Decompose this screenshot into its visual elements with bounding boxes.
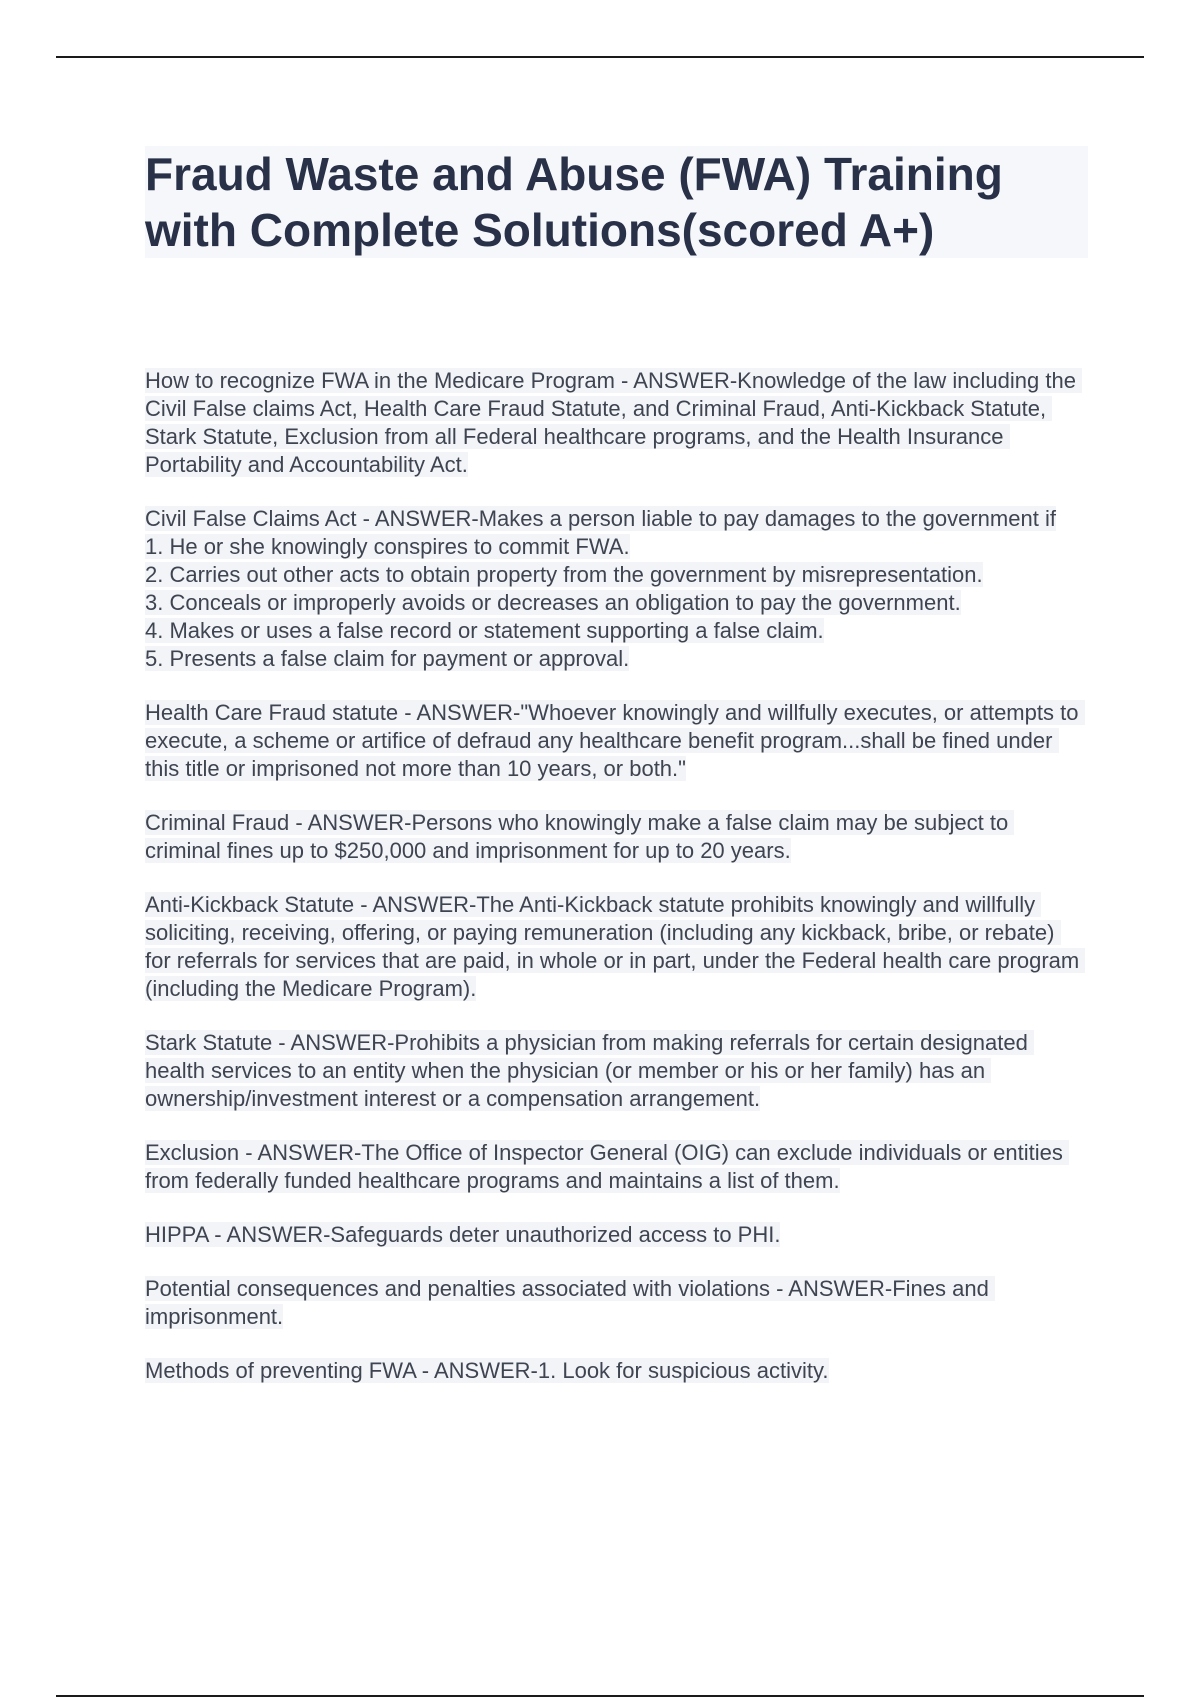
answer-text: Knowledge of the law including the Civil False claims Act, Health Care Fraud Statute, and Criminal Fraud, Anti-Kickback Statute, Stark Statute, Exclusion from all Federal healthcare programs, and the Health Insurance Portability and Accountability Act. [145, 368, 1083, 477]
answer-marker: - ANSWER- [415, 1358, 538, 1383]
qa-line [145, 810, 1014, 863]
question-text: Methods of preventing FWA [145, 1358, 416, 1383]
question-text: How to recognize FWA in the Medicare Program [145, 368, 615, 393]
document-body [145, 367, 1085, 1411]
title-box [145, 146, 1088, 258]
question-text: Exclusion [145, 1140, 240, 1165]
answer-marker: - ANSWER- [239, 1140, 362, 1165]
qa-entry [145, 809, 1085, 865]
list-item [145, 533, 1085, 561]
qa-line [145, 1276, 995, 1329]
answer-text: "Whoever knowingly and willfully executes, or attempts to execute, a scheme or artifice of defraud any healthcare benefit program...shall be fined under this title or imprisoned not more than 10 years, or both." [145, 700, 1085, 781]
qa-line [145, 892, 1085, 1001]
answer-marker: - ANSWER- [356, 506, 479, 531]
answer-text: The Anti-Kickback statute prohibits knowingly and willfully soliciting, receiving, offering, or paying remuneration (including any kickback, bribe, or rebate) for referrals for services that are paid, in whole or in part, under the Federal health care program (including the Medicare Program). [145, 892, 1086, 1001]
question-text: Potential consequences and penalties associated with violations [145, 1276, 770, 1301]
answer-marker: - ANSWER- [272, 1030, 395, 1055]
qa-entry [145, 1221, 1085, 1249]
answer-marker: - ANSWER- [208, 1222, 331, 1247]
question-text: HIPPA [145, 1222, 209, 1247]
qa-entry [145, 1275, 1085, 1331]
qa-entry [145, 891, 1085, 1003]
answer-marker: - ANSWER- [769, 1276, 893, 1301]
list-item [145, 645, 1085, 673]
answer-marker: - ANSWER- [398, 700, 521, 725]
top-rule [56, 56, 1144, 58]
qa-line [145, 1140, 1069, 1193]
qa-entry [145, 505, 1085, 673]
answer-text: The Office of Inspector General (OIG) can exclude individuals or entities from federally funded healthcare programs and maintains a list of them. [145, 1140, 1070, 1193]
document-title: Fraud Waste and Abuse (FWA) Training with Complete Solutions(scored A+) [145, 148, 1003, 256]
qa-entry [145, 367, 1085, 479]
answer-text: Persons who knowingly make a false claim may be subject to criminal fines up to $250,000 and imprisonment for up to 20 years. [145, 810, 1015, 863]
qa-entry [145, 699, 1085, 783]
answer-marker: - ANSWER- [354, 892, 477, 917]
answer-text: Makes a person liable to pay damages to the government if [478, 506, 1056, 531]
qa-line [145, 700, 1085, 781]
qa-line [145, 1030, 1034, 1111]
question-text: Health Care Fraud statute [145, 700, 399, 725]
list-item-text: 4. Makes or uses a false record or statement supporting a false claim. [145, 618, 824, 643]
qa-entry [145, 1029, 1085, 1113]
list-item-text: 3. Conceals or improperly avoids or decreases an obligation to pay the government. [145, 590, 961, 615]
list-item [145, 561, 1085, 589]
answer-marker: - ANSWER- [614, 368, 738, 393]
qa-entry [145, 1357, 1085, 1385]
list-item [145, 589, 1085, 617]
answer-text: Prohibits a physician from making referrals for certain designated health services to an entity when the physician (or member or his or her family) has an ownership/investment interest or a compensation arrangement. [145, 1030, 1034, 1111]
question-text: Anti-Kickback Statute [145, 892, 355, 917]
list-item-text: 1. He or she knowingly conspires to commit FWA. [145, 534, 630, 559]
question-text: Stark Statute [145, 1030, 273, 1055]
answer-text: Safeguards deter unauthorized access to PHI. [330, 1222, 781, 1247]
question-text: Criminal Fraud [145, 810, 290, 835]
list-item [145, 617, 1085, 645]
qa-line [145, 1222, 780, 1247]
answer-text: 1. Look for suspicious activity. [537, 1358, 829, 1383]
qa-line [145, 368, 1082, 477]
question-text: Civil False Claims Act [145, 506, 357, 531]
answer-text: Fines and imprisonment. [145, 1276, 995, 1329]
list-item-text: 5. Presents a false claim for payment or approval. [145, 646, 630, 671]
list-item-text: 2. Carries out other acts to obtain property from the government by misrepresentation. [145, 562, 983, 587]
qa-line [145, 506, 1056, 531]
qa-line [145, 1358, 829, 1383]
answer-marker: - ANSWER- [289, 810, 412, 835]
qa-entry [145, 1139, 1085, 1195]
bottom-rule [56, 1695, 1144, 1697]
